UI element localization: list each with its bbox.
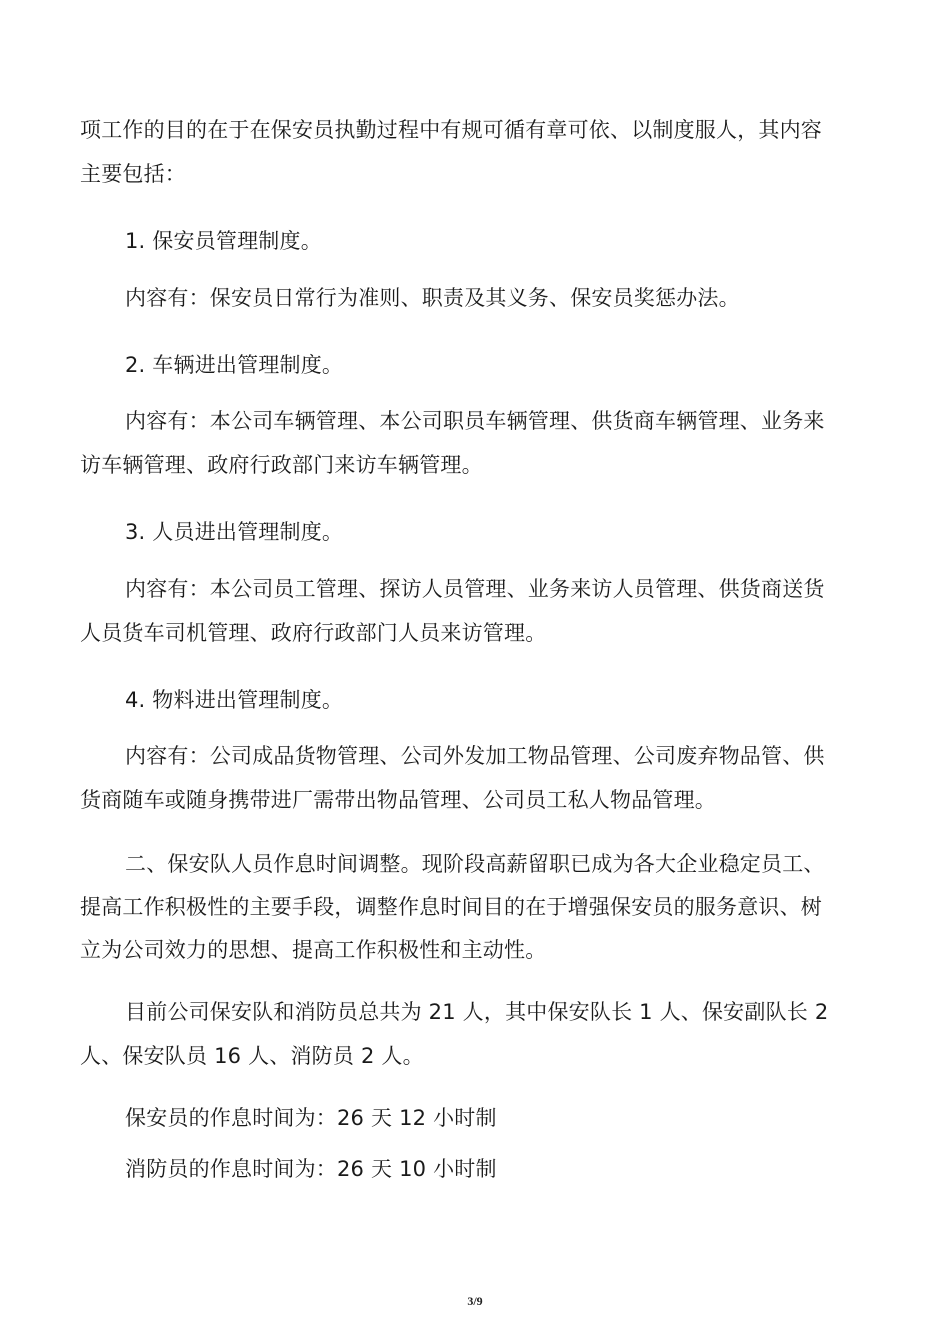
paragraph-line: 消防员的作息时间为：26 天 10 小时制 xyxy=(125,1157,497,1181)
list-item-heading: 3. 人员进出管理制度。 xyxy=(125,520,344,544)
list-item-content: 访车辆管理、政府行政部门来访车辆管理。 xyxy=(80,453,483,477)
paragraph-line: 人、保安队员 16 人、消防员 2 人。 xyxy=(80,1044,424,1068)
paragraph-line: 目前公司保安队和消防员总共为 21 人，其中保安队长 1 人、保安副队长 2 xyxy=(125,1000,829,1024)
list-item-heading: 4. 物料进出管理制度。 xyxy=(125,688,344,712)
list-item-content: 货商随车或随身携带进厂需带出物品管理、公司员工私人物品管理。 xyxy=(80,788,716,812)
list-item-content: 内容有：保安员日常行为准则、职责及其义务、保安员奖惩办法。 xyxy=(125,286,740,310)
paragraph-line: 二、保安队人员作息时间调整。现阶段高薪留职已成为各大企业稳定员工、 xyxy=(125,852,825,876)
list-item-heading: 1. 保安员管理制度。 xyxy=(125,229,322,253)
paragraph-line: 项工作的目的在于在保安员执勤过程中有规可循有章可依、以制度服人，其内容 xyxy=(80,118,822,142)
list-item-content: 内容有：本公司员工管理、探访人员管理、业务来访人员管理、供货商送货 xyxy=(125,577,825,601)
list-item-content: 内容有：公司成品货物管理、公司外发加工物品管理、公司废弃物品管、供 xyxy=(125,744,825,768)
page-number: 3/9 xyxy=(467,1294,483,1308)
paragraph-line: 提高工作积极性的主要手段，调整作息时间目的在于增强保安员的服务意识、树 xyxy=(80,895,822,919)
paragraph-line: 保安员的作息时间为：26 天 12 小时制 xyxy=(125,1106,497,1130)
paragraph-line: 主要包括： xyxy=(80,162,186,186)
paragraph-line: 立为公司效力的思想、提高工作积极性和主动性。 xyxy=(80,938,547,962)
list-item-content: 内容有：本公司车辆管理、本公司职员车辆管理、供货商车辆管理、业务来 xyxy=(125,409,825,433)
list-item-heading: 2. 车辆进出管理制度。 xyxy=(125,353,344,377)
list-item-content: 人员货车司机管理、政府行政部门人员来访管理。 xyxy=(80,621,547,645)
